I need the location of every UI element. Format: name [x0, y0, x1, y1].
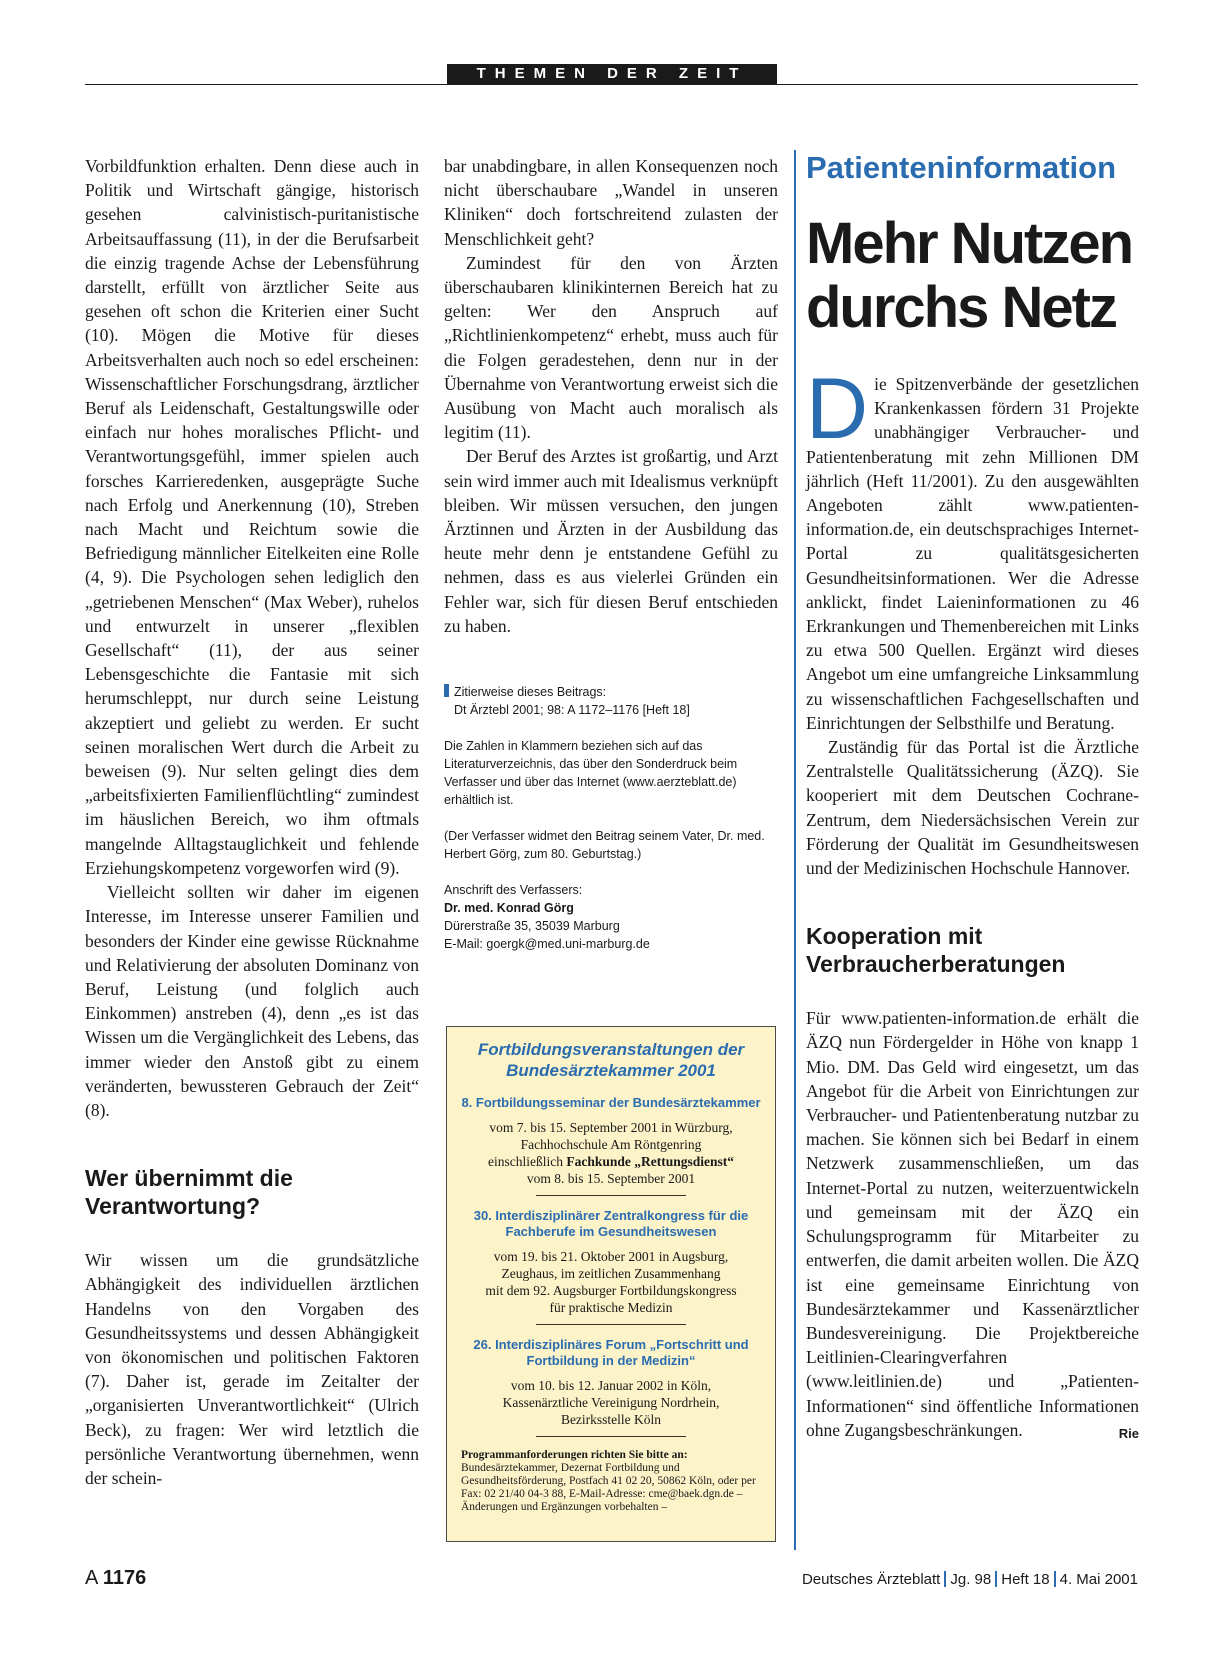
event-details: vom 10. bis 12. Januar 2002 in Köln, Kassenärztliche Vereinigung Nordrhein, Bezirksstelle Köln [502, 1378, 720, 1427]
subheading: Kooperation mit Verbraucherberatungen [806, 923, 1066, 978]
paragraph: Vielleicht sollten wir daher im eigenen Interesse, im Interesse unserer Familien und besonders der Kinder eine gewisse Rücknahme und Relativierung der absoluten Dominanz von Beruf, Leistung (und folglich auch Einkommen) anstreben (4), denn „es ist das Wissen um die Vergänglichkeit des Lebens, das immer wieder den Anstoß gibt zu einem veränderten, bewussteren Gebrauch der Zeit“ (8). [85, 882, 419, 1120]
divider [536, 1195, 686, 1196]
page-number: A 1176 [85, 1567, 147, 1589]
paragraph: Zumindest für den von Ärzten überschaubaren klinikinternen Bereich hat zu gelten: Wer den Anspruch auf „Richtlinienkompetenz“ erhebt, muss auch für die Folgen geradestehen, denn nur in der Übernahme von Verantwortung erweist sich die Ausübung von Macht auch moralisch als legitim (11). [444, 252, 778, 443]
paragraph: Wir wissen um die grundsätzliche Abhängigkeit des individuellen ärztlichen Handelns von den Vorgaben des Gesundheitssystems und dessen Abhängigkeit von ökonomischen und politischen Faktoren (7). Daher ist, gerade im Zeitalter der „organisierten Unverantwortlichkeit“ (Ulrich Beck), zu fragen: Wer wird letztlich die persönliche Verantwortung übernehmen, wenn der schein- [85, 1250, 419, 1488]
event-title: 8. Fortbildungsseminar der Bundesärztekammer [461, 1095, 761, 1110]
issue-date: 4. Mai 2001 [1059, 1571, 1138, 1588]
author-name: Dr. med. Konrad Görg [444, 901, 574, 916]
event-details: vom 19. bis 21. Oktober 2001 in Augsburg, Zeughaus, im zeitlichen Zusammenhang mit dem 92. Augsburger Fortbildungskongress für praktische Medizin [485, 1249, 737, 1315]
divider [536, 1324, 686, 1325]
citation-label: Zitierweise dieses Beitrags: [454, 685, 607, 700]
header-rule [85, 84, 1138, 85]
author-email: E-Mail: goergk@med.uni-marburg.de [444, 937, 650, 952]
paragraph: Der Beruf des Arztes ist großartig, und Arzt sein wird immer auch mit Idealismus verknüpft bleiben. Wir müssen versuchen, den jungen Ärztinnen und Ärzten in der Ausbildung das heute mehr denn je entstandene Gefühl zu nehmen, dass es aus vielerlei Gründen ein Fehler war, sich für diesen Beruf entschieden zu haben. [444, 446, 778, 636]
event-title: 30. Interdisziplinärer Zentralkongress für die Fachberufe im Gesundheitswesen [473, 1208, 749, 1239]
event-details: vom 7. bis 15. September 2001 in Würzburg, Fachhochschule Am Röntgenring einschließlich Fachkunde „Rettungsdienst“ vom 8. bis 15. September 2001 [487, 1120, 734, 1186]
paragraph: Zuständig für das Portal ist die Ärztliche Zentralstelle Qualitätssicherung (ÄZQ). Sie kooperiert mit dem Deutschen Cochrane-Zentrum, dem Niedersächsischen Verein zur Förderung der Qualität im Gesundheitswesen und der Medizinischen Hochschule Hannover. [806, 737, 1139, 879]
address-street: Dürerstraße 35, 35039 Marburg [444, 919, 620, 934]
page-footer [85, 1567, 1138, 1591]
paragraph: Vorbildfunktion erhalten. Denn diese auch in Politik und Wirtschaft gängige, historisch gesehen calvinistisch-puritanistische Arbeitsauffassung (11), in der die Berufsarbeit die einzig tragende Achse der Lebensführung darstellt, erfüllt von ärztlicher Seite aus gesehen oft schon die Kriterien einer Sucht (10). Mögen die Motive für dieses Arbeitsverhalten auch noch so edel erscheinen: Wissenschaftlicher Forschungsdrang, ärztlicher Beruf als Leidenschaft, Gestaltungswille oder einfach nur hohes moralisches Pflicht- und Verantwortungsgefühl, immer spielen auch forsches Karrieredenken, ausgeprägte Suche nach Erfolg und Anerkennung (10), Streben nach Macht und Reichtum sowie die Befriedigung männlicher Eitelkeiten eine Rolle (4, 9). Die Psychologen sehen lediglich den „getriebenen Menschen“ (Max Weber), ruhelos und entwurzelt in unserer „flexiblen Gesellschaft“ (11), der aus seiner Lebensgeschichte die Fantasie mit sich herumschleppt, nur durch seine Leistung akzeptiert und geliebt zu werden. Er sucht seinen moralischen Wert durch die Arbeit zu beweisen (9). Nur selten gelingt dies dem „arbeitsfixierten Familienflüchtling“ zumindest im häuslichen Bereich, wo ihm oftmals mangelnde Alltagstauglichkeit und fehlende Erziehungskompetenz vorgeworfen wird (9). [85, 156, 419, 878]
event-title: 26. Interdisziplinäres Forum „Fortschritt und Fortbildung in der Medizin“ [473, 1337, 749, 1368]
subheading: Wer übernimmt die Verantwortung? [85, 1165, 293, 1220]
address-label: Anschrift des Verfassers: [444, 883, 583, 898]
paragraph: Für www.patienten-information.de erhält die ÄZQ nun Fördergelder in Höhe von knapp 1 Mio. DM. Das Geld wird eingesetzt, um das Angebot für die Arbeit von Einrichtungen zur Verbraucher- und Patientenberatung nutzbar zu machen. Sie können sich bei Bedarf in einem Netzwerk zusammenschließen, um das Internet-Portal zu nutzen, weiterzuentwickeln und gemeinsam mit der ÄZQ ein Schulungsprogramm für Mitarbeiter zu entwerfen, die damit arbeiten wollen. Die ÄZQ ist eine gemeinsame Einrichtung von Bundesärztekammer und Kassenärztlicher Bundesvereinigung. Die Projektbereiche Leitlinien-Clearingverfahren (www.leitlinien.de) und „Patienten-Informationen“ sind öffentliche Informationen ohne Zugangsbeschränkungen. Rie [806, 1006, 1139, 1442]
citation-ref: Dt Ärztebl 2001; 98: A 1172–1176 [Heft 18] [454, 703, 690, 718]
drop-cap: D [806, 361, 869, 457]
dedication-note: (Der Verfasser widmet den Beitrag seinem Vater, Dr. med. Herbert Görg, zum 80. Geburtstag.) [444, 829, 765, 862]
events-box [446, 1026, 776, 1542]
author-signature: Rie [1118, 1425, 1139, 1441]
journal-info [802, 1571, 1138, 1588]
divider [536, 1436, 686, 1437]
kicker: Patienteninformation [806, 150, 1117, 185]
citation-block [444, 683, 778, 953]
volume: Jg. 98 [950, 1571, 992, 1588]
journal-name: Deutsches Ärzteblatt [801, 1571, 941, 1588]
column-left [85, 154, 419, 1490]
column-divider [794, 150, 796, 1550]
column-right [806, 148, 1139, 1446]
paragraph: ie Spitzenverbände der gesetzlichen Krankenkassen fördern 31 Projekte unabhängiger Verbraucher- und Patientenberatung mit zehn Millionen DM jährlich (Heft 11/2001). Zu den ausgewählten Angeboten zählt www.patienten-information.de, ein deutschsprachiges Internet-Portal zu qualitätsgesicherten Gesundheitsinformationen. Wer die Adresse anklickt, findet Laieninformationen zu 46 Erkrankungen und Themenbereichen mit Links zu etwa 500 Quellen. Ergänzt wird dieses Angebot um eine umfangreiche Linksammlung zu wissenschaftlichen Fachgesellschaften und Einrichtungen der Selbsthilfe und Beratung. [806, 374, 1139, 733]
references-note: Die Zahlen in Klammern beziehen sich auf das Literaturverzeichnis, das über den Sonderdruck beim Verfasser und über das Internet (www.aerzteblatt.de) erhältlich ist. [444, 739, 738, 808]
issue: Heft 18 [1001, 1571, 1050, 1588]
paragraph: bar unabdingbare, in allen Konsequenzen noch nicht überschaubare „Wandel in unseren Kliniken“ doch fortschreitend zulasten der Menschlichkeit geht? [444, 156, 778, 249]
events-box-title: Fortbildungsveranstaltungen der Bundesärztekammer 2001 [477, 1040, 745, 1080]
headline: Mehr Nutzen durchs Netz [806, 211, 1132, 340]
citation-marker [444, 684, 449, 697]
events-box-footer: Programmanforderungen richten Sie bitte an: Bundesärztekammer, Dezernat Fortbildung und Gesundheitsförderung, Postfach 41 02 20, 50862 Köln, oder per Fax: 02 21/40 04-3 88, E-Mail-Adresse: cme@baek.dgn.de – Änderungen und Ergänzungen vorbehalten – [461, 1449, 756, 1513]
section-label: THEMEN DER ZEIT [447, 64, 777, 84]
column-middle [444, 154, 778, 953]
